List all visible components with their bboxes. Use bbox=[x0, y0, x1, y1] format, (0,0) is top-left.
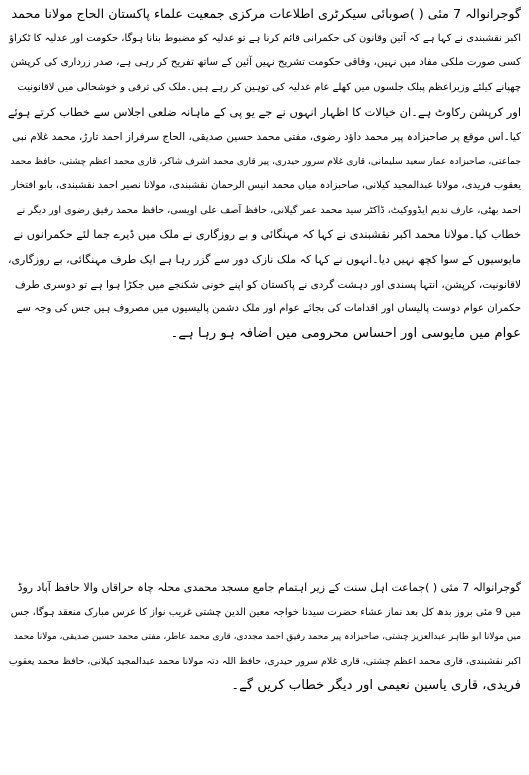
article-line: گوجرانوالہ 7 مئی ( )صوبائی سیکرٹری اطلاعات مرکزی جمعیت علماء پاکستان الحاج مولانا محمد bbox=[11, 6, 521, 21]
article-line: عوام میں مایوسی اور احساس محرومی میں اضافہ ہو رہا ہے۔ bbox=[170, 325, 521, 341]
news-article-urs-announcement bbox=[8, 576, 521, 699]
article-line: اکبر نقشبندی، قاری محمد اعظم چشتی، قاری غلام سرور حیدری، حافظ اللہ دتہ مولانا محمد عبدالمجید کیلانی، حافظ محمد یعقوب bbox=[8, 655, 521, 667]
article-line: چھپانے کیلئے وزیراعظم پبلک جلسوں میں کھلے عام عدلیہ کی توہین کر رہے ہیں۔ملک کی ترقی و خوشحالی میں لاقانونیت bbox=[17, 81, 521, 93]
article-line: کیا۔اس موقع پر صاحبزادہ پیر محمد داؤد رضوی، مفتی محمد حسین صدیقی، الحاج سرفراز احمد تارڑ، محمد غلام نبی bbox=[12, 130, 521, 143]
article-line: فریدی، قاری یاسین نعیمی اور دیگر خطاب کریں گے۔ bbox=[231, 678, 521, 694]
article-line: حکمران عوام دوست پالیساں اور اقدامات کی بجائے عوام اور ملک دشمن پالیسیوں میں مصروف ہیں جس کی وجہ سے bbox=[16, 303, 521, 315]
article-line: جماعتی، صاحبزادہ عمار سعید سلیمانی، قاری غلام سرور حیدری، پیر قاری محمد اشرف شاکر، قاری محمد اعظم چشتی، حافظ محمد bbox=[10, 155, 521, 167]
article-line: خطاب کیا۔مولانا محمد اکبر نقشبندی نے کہا کہ مہنگائی و بے روزگاری نے ملک میں ڈیرے جما لئے حکمرانوں نے bbox=[13, 228, 521, 242]
article-line: کسی صورت ملکی مفاد میں نہیں، وفاقی حکومت تشریح نہیں آئین کے ساتھ تفریح کر رہی ہے، صدر زرداری کی کرپشن bbox=[10, 57, 521, 69]
news-article-jup-press-statement bbox=[8, 2, 521, 346]
article-line: میں 9 مئی بروز بدھ کل بعد نماز عشاء حضرت سیدنا خواجہ معین الدین چشتی غریب نواز کا عرس مبارک منعقد ہوگا، جس bbox=[10, 606, 521, 618]
article-line: احمد بھٹی، عارف ندیم ایڈووکیٹ، ڈاکٹر سید محمد عمر گیلانی، حافظ آصف علی اویسی، حافظ محمد رفیق رضوی اور دیگر نے bbox=[16, 204, 521, 216]
article-line: مایوسیوں کے سوا کچھ نہیں دیا۔انہوں نے کہا کہ ملک نازک دور سے گزر رہا ہے ایک طرف مہنگائی، بے روزگاری، bbox=[8, 252, 521, 266]
article-line: اکبر نقشبندی نے کہا ہے کہ آئین وقانون کی حکمرانی قائم کرنا ہے تو عدلیہ کو مضبوط بنانا ہوگا، حکومت اور عدلیہ کا ٹکراؤ bbox=[9, 32, 521, 44]
article-line: لاقانونیت، کرپشن، انتہا پسندی اور دہشت گردی نے پاکستان کو اپنے خونی شکنجے میں جکڑا ہوا ہے تو دوسری طرف bbox=[14, 278, 521, 291]
article-line: میں مولانا ابو طاہر عبدالعزیز چشتی، صاحبزادہ پیر محمد رفیق احمد مجددی، قاری محمد عاطر، مفتی محمد حسین صدیقی، مولانا محمد bbox=[13, 632, 521, 643]
article-line: یعقوب فریدی، مولانا عبدالمجید کیلانی، صاحبزادہ میاں محمد انیس الرحمان نقشبندی، مولانا نصیر احمد نقشبندی، بابو افتخار bbox=[11, 180, 521, 192]
article-line: اور کرپشن رکاوٹ ہے۔ان خیالات کا اظہار انہوں نے جے یو پی کے ماہانہ ضلعی اجلاس سے خطاب کرتے ہوئے bbox=[8, 105, 521, 120]
article-line: گوجرانوالہ 7 مئی ( )جماعت اہل سنت کے زیر اہتمام جامع مسجد محمدی محلہ چاہ حراقاں والا حافظ آباد روڈ bbox=[17, 581, 521, 594]
